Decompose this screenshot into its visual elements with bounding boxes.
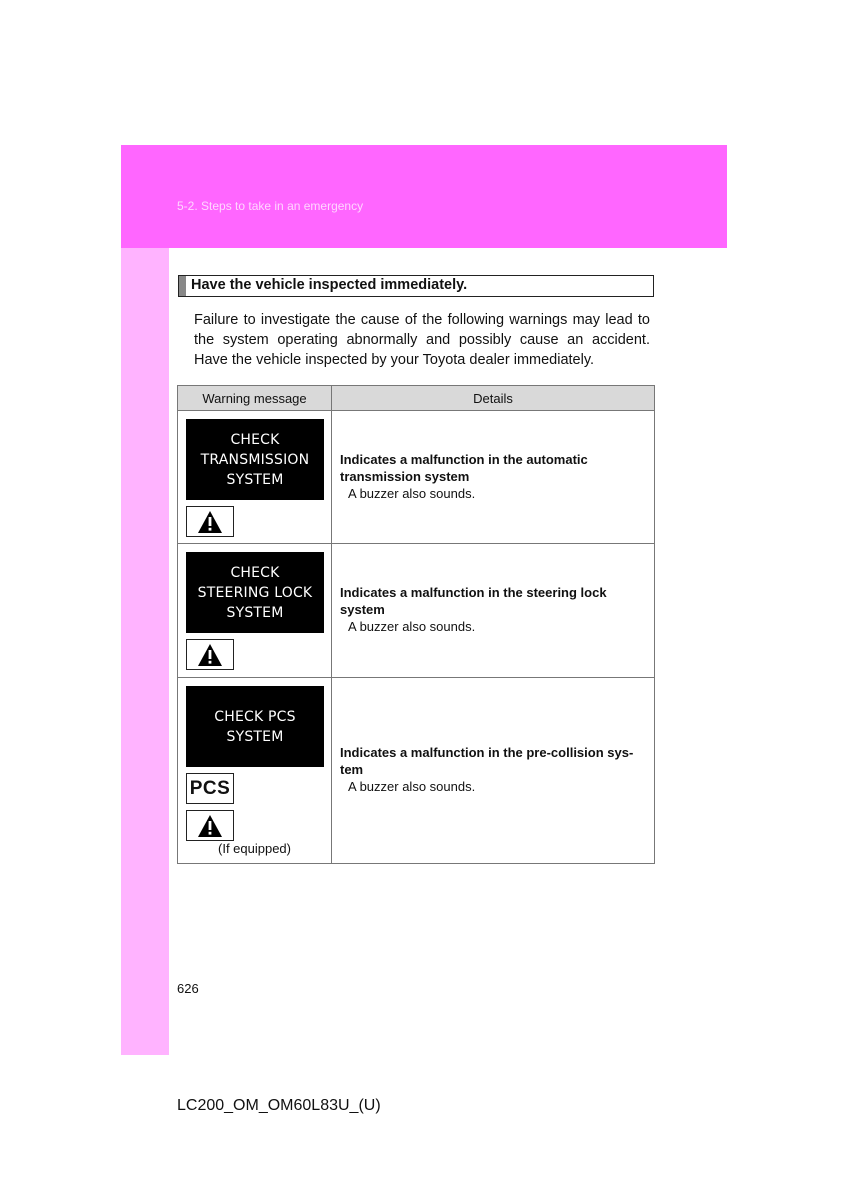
- warning-triangle-icon: [186, 506, 234, 537]
- detail-bold: Indicates a malfunction in the steering lock system: [340, 585, 607, 617]
- warning-triangle-icon: [186, 810, 234, 841]
- detail-normal: A buzzer also sounds.: [348, 486, 476, 501]
- detail-bold: Indicates a malfunction in the automatic transmission system: [340, 452, 588, 484]
- pcs-indicator-icon: [186, 773, 234, 804]
- heading-text: Have the vehicle inspected immediately.: [191, 277, 468, 293]
- warning-triangle-icon: [186, 639, 234, 670]
- pcs-indicator-label: PCS: [189, 777, 231, 799]
- document-code: LC200_OM_OM60L83U_(U): [177, 1097, 381, 1114]
- header-band: [121, 145, 727, 248]
- display-message: CHECK STEERING LOCK SYSTEM: [186, 552, 324, 633]
- col-header-warning: Warning message: [178, 386, 332, 411]
- table-row: [178, 544, 655, 678]
- detail-normal: A buzzer also sounds.: [348, 619, 476, 634]
- table-row: [178, 678, 655, 864]
- detail-bold: Indicates a malfunction in the pre-collision sys-tem: [340, 745, 634, 777]
- display-message: CHECK PCS SYSTEM: [186, 686, 324, 767]
- warning-cell: [178, 411, 332, 544]
- section-heading: [178, 275, 654, 297]
- page-number: 626: [177, 981, 199, 996]
- table-row: [178, 411, 655, 544]
- warning-cell: [178, 678, 332, 864]
- detail-normal: A buzzer also sounds.: [348, 779, 476, 794]
- col-header-details: Details: [332, 386, 655, 411]
- side-band: [121, 248, 169, 1055]
- section-label: 5-2. Steps to take in an emergency: [177, 199, 364, 213]
- warning-table: [177, 385, 655, 864]
- display-message: CHECK TRANSMISSION SYSTEM: [186, 419, 324, 500]
- table-header-row: [178, 386, 655, 411]
- if-equipped-note: (If equipped): [218, 841, 291, 856]
- details-cell: [332, 544, 655, 678]
- details-cell: [332, 678, 655, 864]
- warning-cell: [178, 544, 332, 678]
- details-cell: [332, 411, 655, 544]
- intro-paragraph: Failure to investigate the cause of the following warnings may lead to the system operating abnormally and possibly cause an accident. Have the vehicle inspected by your Toyota dealer immediately.: [194, 312, 650, 368]
- heading-bar: [179, 276, 186, 296]
